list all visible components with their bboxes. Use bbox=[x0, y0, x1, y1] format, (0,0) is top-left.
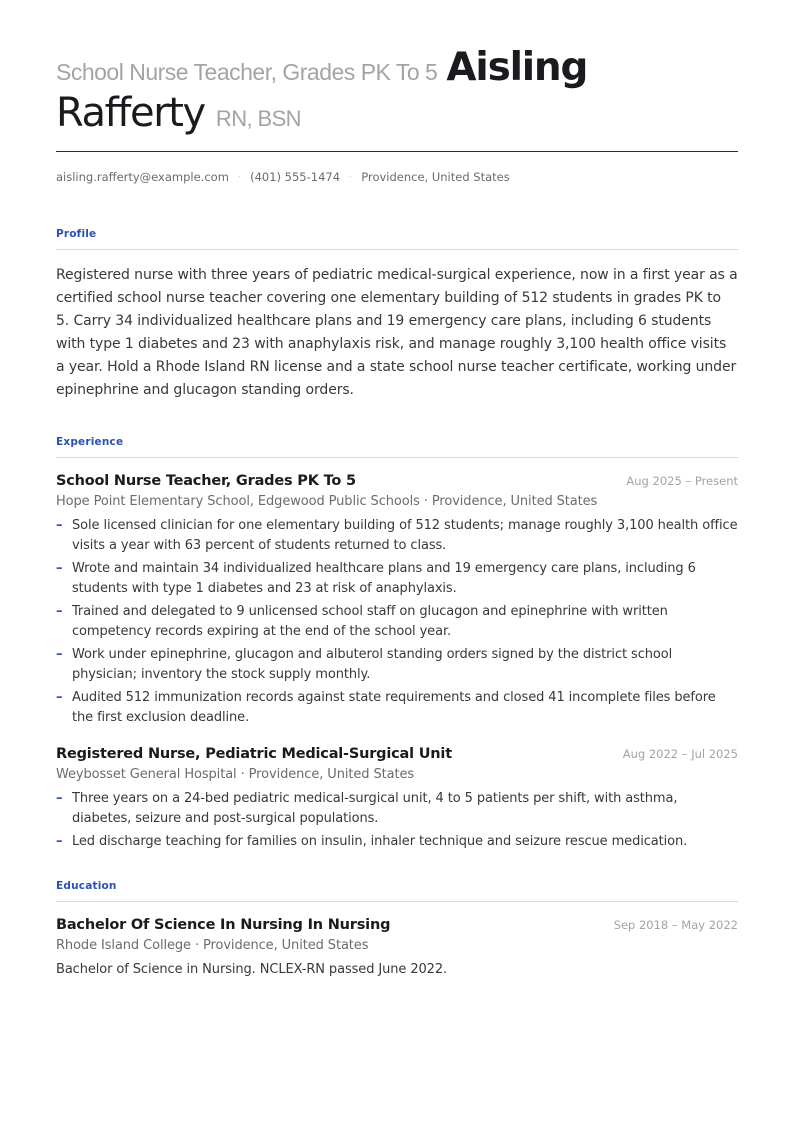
entry-date: Sep 2018 – May 2022 bbox=[613, 918, 738, 932]
contact-bar bbox=[56, 170, 738, 184]
dash-marker: – bbox=[56, 647, 63, 662]
experience-entry bbox=[56, 746, 738, 852]
resume-header bbox=[56, 45, 738, 136]
entry-title: Bachelor Of Science In Nursing In Nursing bbox=[56, 917, 391, 933]
entry-employer: Hope Point Elementary School, Edgewood Public Schools · Providence, United States bbox=[56, 494, 598, 509]
bullet-item bbox=[56, 645, 738, 685]
bullet-text: Three years on a 24-bed pediatric medical-surgical unit, 4 to 5 patients per shift, with asthma, diabetes, seizure and post-surgical populations. bbox=[72, 791, 678, 826]
entry-date: Aug 2025 – Present bbox=[626, 474, 738, 488]
header-line-1 bbox=[56, 45, 738, 90]
entry-header bbox=[56, 746, 738, 762]
profile-section bbox=[56, 228, 738, 402]
bullet-item bbox=[56, 688, 738, 728]
section-divider bbox=[56, 457, 738, 458]
section-divider bbox=[56, 249, 738, 250]
contact-email[interactable]: aisling.rafferty@example.com bbox=[56, 170, 229, 184]
entry-header bbox=[56, 473, 738, 489]
entry-bullets bbox=[56, 789, 738, 852]
bullet-item bbox=[56, 559, 738, 599]
header-divider bbox=[56, 151, 738, 152]
section-title-experience: Experience bbox=[56, 436, 124, 448]
bullet-text: Wrote and maintain 34 individualized healthcare plans and 19 emergency care plans, including 6 students with type 1 diabetes and 23 at risk of anaphylaxis. bbox=[72, 561, 696, 596]
bullet-text: Work under epinephrine, glucagon and albuterol standing orders signed by the district school physician; inventory the stock supply monthly. bbox=[72, 647, 673, 682]
dash-marker: – bbox=[56, 518, 63, 533]
dash-marker: – bbox=[56, 791, 63, 806]
experience-entry bbox=[56, 473, 738, 728]
profile-summary: Registered nurse with three years of pediatric medical-surgical experience, now in a first year as a certified school nurse teacher covering one elementary building of 512 students in grades PK to 5. Carry 34 individualized healthcare plans and 19 emergency care plans, including 6 students with type 1 diabetes and 23 with anaphylaxis risk, and manage roughly 3,100 health office visits a year. Hold a Rhode Island RN license and a state school nurse teacher certificate, working under epinephrine and glucagon standing orders. bbox=[56, 267, 738, 398]
section-title-education: Education bbox=[56, 880, 117, 892]
contact-location: Providence, United States bbox=[361, 170, 510, 184]
entry-date: Aug 2022 – Jul 2025 bbox=[622, 747, 738, 761]
first-name: Aisling bbox=[446, 45, 588, 90]
job-title: School Nurse Teacher, Grades PK To 5 bbox=[56, 59, 438, 85]
entry-bullets bbox=[56, 516, 738, 728]
dash-marker: – bbox=[56, 561, 63, 576]
entry-header bbox=[56, 917, 738, 933]
education-entry bbox=[56, 917, 738, 980]
entry-institution: Rhode Island College · Providence, United States bbox=[56, 938, 369, 953]
dash-marker: – bbox=[56, 834, 63, 849]
dash-marker: – bbox=[56, 690, 63, 705]
bullet-item bbox=[56, 516, 738, 556]
bullet-item bbox=[56, 602, 738, 642]
last-name: Rafferty bbox=[56, 90, 205, 136]
contact-separator: · bbox=[237, 171, 242, 183]
contact-separator: · bbox=[349, 171, 353, 183]
education-section bbox=[56, 880, 738, 980]
entry-description: Bachelor of Science in Nursing. NCLEX-RN passed June 2022. bbox=[56, 962, 448, 977]
bullet-text: Led discharge teaching for families on insulin, inhaler technique and seizure rescue medication. bbox=[72, 834, 688, 849]
experience-section bbox=[56, 436, 738, 852]
entry-employer: Weybosset General Hospital · Providence, United States bbox=[56, 767, 415, 782]
entry-title: Registered Nurse, Pediatric Medical-Surgical Unit bbox=[56, 746, 452, 762]
section-divider bbox=[56, 901, 738, 902]
bullet-text: Audited 512 immunization records against state requirements and closed 41 incomplete files before the first exclusion deadline. bbox=[72, 690, 716, 725]
entry-title: School Nurse Teacher, Grades PK To 5 bbox=[56, 473, 356, 489]
bullet-item bbox=[56, 789, 738, 829]
header-line-2 bbox=[56, 90, 738, 136]
resume-page bbox=[56, 45, 738, 980]
credentials: RN, BSN bbox=[215, 106, 301, 131]
contact-phone[interactable]: (401) 555-1474 bbox=[250, 170, 341, 184]
bullet-text: Sole licensed clinician for one elementary building of 512 students; manage roughly 3,100 health office visits a year with 63 percent of students returned to class. bbox=[72, 518, 738, 553]
section-title-profile: Profile bbox=[56, 228, 97, 240]
bullet-text: Trained and delegated to 9 unlicensed school staff on glucagon and epinephrine with written competency records expiring at the end of the school year. bbox=[72, 604, 668, 639]
dash-marker: – bbox=[56, 604, 63, 619]
bullet-item bbox=[56, 832, 738, 852]
